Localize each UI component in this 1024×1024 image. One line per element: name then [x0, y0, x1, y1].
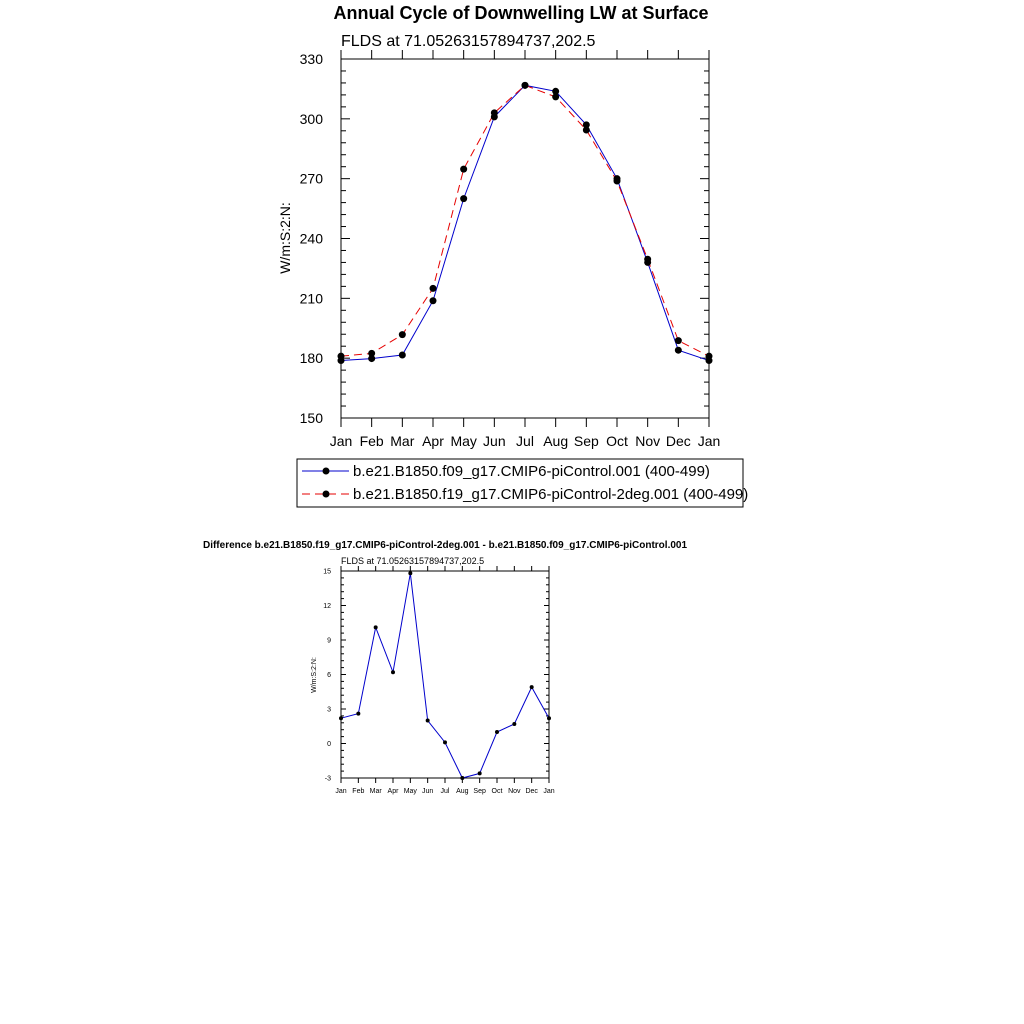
x-tick-label: Aug: [543, 433, 569, 449]
diff-axis-ticks: [323, 566, 555, 795]
data-point: [614, 178, 621, 185]
data-point: [675, 347, 682, 354]
series-markers: [338, 82, 713, 364]
data-point: [460, 195, 467, 202]
diff-y-tick-label: 9: [327, 637, 331, 645]
diff-data-point: [426, 719, 430, 723]
diff-data-point: [339, 716, 343, 720]
x-tick-label: Oct: [606, 433, 628, 449]
diff-x-tick-label: Nov: [508, 788, 521, 795]
y-tick-label: 270: [299, 170, 323, 187]
diff-data-point: [443, 740, 447, 744]
difference-chart: [203, 540, 687, 795]
diff-y-tick-label: 0: [327, 741, 331, 748]
diff-data-point: [356, 712, 360, 716]
diff-data-point: [530, 685, 534, 689]
data-point: [430, 285, 437, 292]
diff-x-tick-label: May: [403, 788, 417, 795]
diff-data-point: [478, 771, 482, 775]
diff-series-line-1: [341, 573, 549, 778]
diff-data-point: [408, 571, 412, 575]
data-point: [430, 297, 437, 304]
y-tick-label: 150: [299, 410, 323, 426]
legend-marker: [323, 491, 330, 498]
axis-ticks: [300, 50, 721, 449]
diff-chart-title: Difference b.e21.B1850.f19_g17.CMIP6-piControl-2deg.001 - b.e21.B1850.f09_g17.CMIP6-piControl.001: [202, 540, 688, 551]
legend-label-series-2: b.e21.B1850.f19_g17.CMIP6-piControl-2deg.001 (400-499): [353, 486, 749, 503]
data-point: [399, 351, 406, 358]
x-tick-label: Mar: [390, 433, 415, 449]
series-line-1: [341, 85, 709, 360]
y-tick-label: 300: [299, 110, 323, 127]
diff-x-tick-label: Apr: [387, 788, 399, 795]
x-tick-label: Dec: [665, 433, 691, 449]
y-tick-label: 210: [299, 290, 323, 307]
diff-x-tick-label: Mar: [369, 788, 382, 795]
x-tick-label: Apr: [422, 433, 444, 449]
x-tick-label: Feb: [359, 433, 384, 449]
y-tick-label: 330: [299, 51, 323, 67]
diff-series-markers: [339, 571, 551, 780]
chart-subtitle: FLDS at 71.05263157894737,202.5: [341, 33, 596, 50]
diff-y-tick-label: -3: [324, 775, 331, 783]
data-point: [338, 353, 345, 360]
diff-x-tick-label: Jan: [543, 788, 555, 795]
data-point: [399, 331, 406, 338]
y-axis-label: W/m:S:2:N:: [277, 202, 293, 274]
data-point: [460, 166, 467, 173]
x-tick-label: Jun: [483, 433, 506, 449]
diff-x-tick-label: Dec: [525, 788, 538, 795]
diff-data-point: [512, 722, 516, 726]
series-line-2: [341, 85, 709, 356]
y-tick-label: 240: [299, 230, 323, 247]
diff-x-tick-label: Sep: [473, 788, 486, 795]
legend-marker: [323, 468, 330, 475]
diff-data-point: [460, 776, 464, 780]
data-point: [583, 127, 590, 134]
x-tick-label: Jan: [329, 433, 353, 449]
plot-frame: [341, 59, 709, 418]
data-point: [491, 109, 498, 116]
diff-series-line: [341, 573, 549, 778]
legend-label-series-1: b.e21.B1850.f09_g17.CMIP6-piControl.001 (400-499): [353, 463, 710, 480]
data-point: [675, 337, 682, 344]
diff-plot-frame: [341, 571, 549, 778]
x-tick-label: Jan: [697, 433, 721, 449]
data-point: [522, 82, 529, 89]
x-tick-label: May: [450, 433, 477, 449]
diff-y-tick-label: 15: [323, 568, 331, 576]
data-point: [368, 350, 375, 357]
diff-x-tick-label: Feb: [352, 788, 365, 795]
diff-data-point: [495, 730, 499, 734]
x-tick-label: Jul: [516, 433, 534, 449]
diff-data-point: [391, 670, 395, 674]
y-tick-label: 180: [299, 350, 323, 367]
diff-data-point: [547, 716, 551, 720]
legend: [297, 459, 748, 507]
diff-x-tick-label: Jul: [440, 788, 450, 795]
data-point: [644, 256, 651, 263]
diff-x-tick-label: Jan: [335, 788, 347, 795]
annual-cycle-chart: [277, 3, 748, 507]
diff-x-tick-label: Aug: [456, 788, 469, 795]
chart-title: Annual Cycle of Downwelling LW at Surface: [333, 3, 709, 23]
diff-data-point: [374, 625, 378, 629]
x-tick-label: Sep: [573, 433, 599, 449]
diff-y-tick-label: 6: [327, 672, 331, 679]
diff-y-axis-label: W/m:S:2:N:: [311, 657, 318, 693]
data-point: [706, 353, 713, 360]
diff-y-tick-label: 3: [327, 706, 331, 714]
diff-chart-subtitle: FLDS at 71.05263157894737,202.5: [341, 556, 485, 566]
x-tick-label: Nov: [635, 433, 661, 449]
diff-x-tick-label: Oct: [491, 788, 503, 795]
diff-y-tick-label: 12: [323, 603, 331, 610]
diff-x-tick-label: Jun: [422, 788, 434, 795]
data-point: [552, 93, 559, 100]
series-lines: [341, 85, 709, 360]
